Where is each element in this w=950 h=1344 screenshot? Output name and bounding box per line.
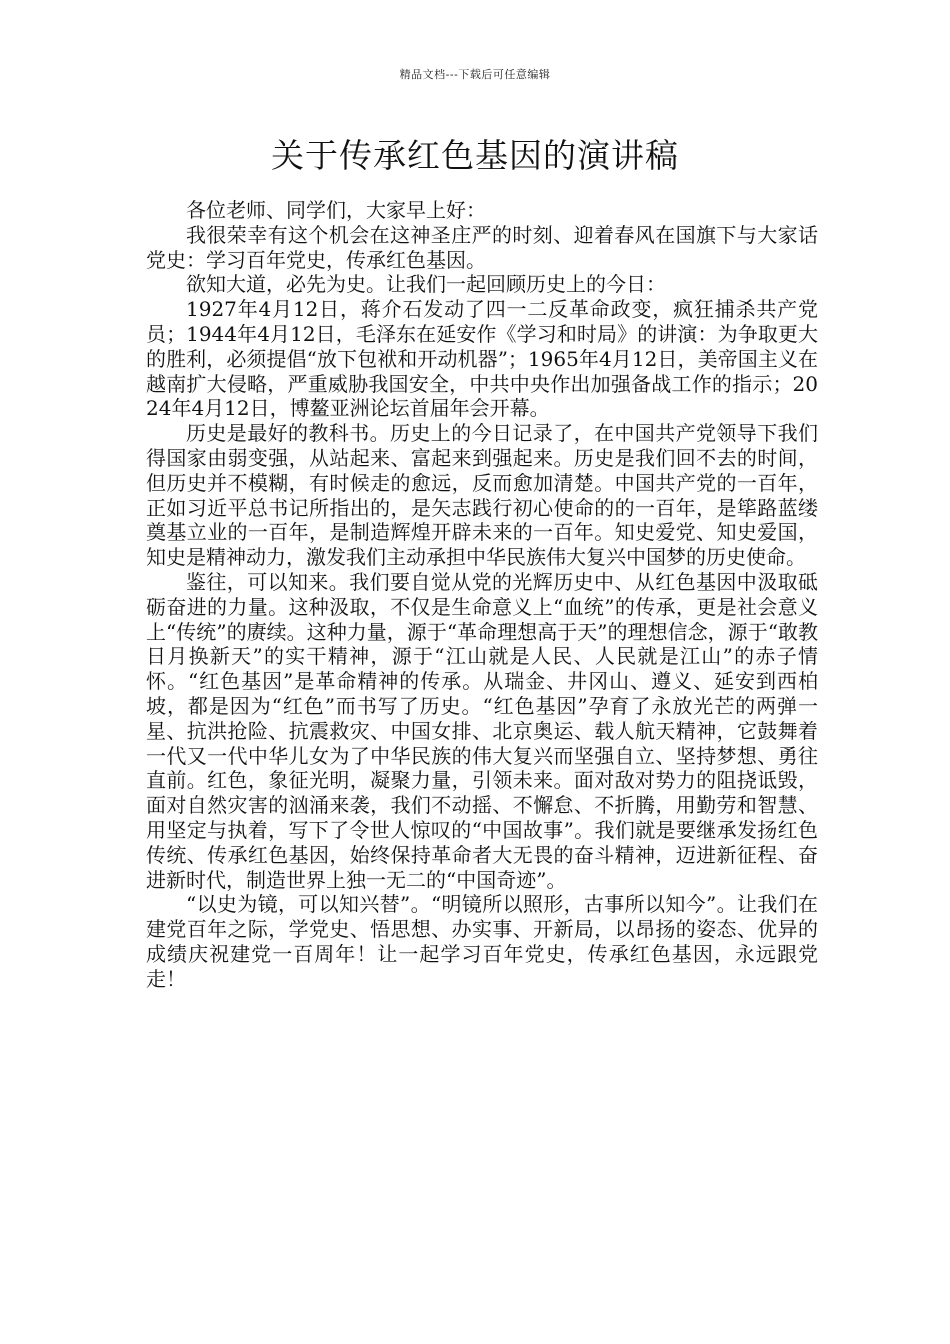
paragraph-history-lesson: 历史是最好的教科书。历史上的今日记录了，在中国共产党领导下我们得国家由弱变强，从站起来、富起来到强起来。历史是我们回不去的时间，但历史并不模糊，有时候走的愈远，反而愈加清楚。中国共产党的一百年，正如习近平总书记所指出的，是矢志践行初心使命的的一百年，是筚路蓝缕奠基立业的一百年，是制造辉煌开辟未来的一百年。知史爱党、知史爱国，知史是精神动力，激发我们主动承担中华民族伟大复兴中国梦的历史使命。 <box>146 421 818 570</box>
header-note: 精品文档---下载后可任意编辑 <box>399 68 551 81</box>
document-title: 关于传承红色基因的演讲稿 <box>271 136 679 175</box>
paragraph-history-lead: 欲知大道，必先为史。让我们一起回顾历史上的今日： <box>186 272 666 297</box>
paragraph-history-events: 1927年4月12日，蒋介石发动了四一二反革命政变，疯狂捕杀共产党员；1944年4月12日，毛泽东在延安作《学习和时局》的讲演：为争取更大的胜利，必须提倡“放下包袱和开动机器”；1965年4月12日，美帝国主义在越南扩大侵略，严重威胁我国安全，中共中央作出加强备战工作的指示；2024年4月12日，博鳌亚洲论坛首届年会开幕。 <box>146 297 818 421</box>
paragraph-closing: “以史为镜，可以知兴替”。“明镜所以照形，古事所以知今”。让我们在建党百年之际，学党史、悟思想、办实事、开新局，以昂扬的姿态、优异的成绩庆祝建党一百周年！让一起学习百年党史，传承红色基因，永远跟党走！ <box>146 892 818 991</box>
paragraph-intro: 我很荣幸有这个机会在这神圣庄严的时刻、迎着春风在国旗下与大家话党史：学习百年党史，传承红色基因。 <box>146 222 818 272</box>
document-body <box>146 198 818 992</box>
paragraph-red-gene: 鉴往，可以知来。我们要自觉从党的光辉历史中、从红色基因中汲取砥砺奋进的力量。这种汲取，不仅是生命意义上“血统”的传承，更是社会意义上“传统”的赓续。这种力量，源于“革命理想高于天”的理想信念，源于“敢教日月换新天”的实干精神，源于“江山就是人民、人民就是江山”的赤子情怀。“红色基因”是革命精神的传承。从瑞金、井冈山、遵义、延安到西柏坡，都是因为“红色”而书写了历史。“红色基因”孕育了永放光芒的两弹一星、抗洪抢险、抗震救灾、中国女排、北京奥运、载人航天精神，它鼓舞着一代又一代中华儿女为了中华民族的伟大复兴而坚强自立、坚持梦想、勇往直前。红色，象征光明，凝聚力量，引领未来。面对敌对势力的阻挠诋毁，面对自然灾害的汹涌来袭，我们不动摇、不懈怠、不折腾，用勤劳和智慧、用坚定与执着，写下了令世人惊叹的“中国故事”。我们就是要继承发扬红色传统、传承红色基因，始终保持革命者大无畏的奋斗精神，迈进新征程、奋进新时代，制造世界上独一无二的“中国奇迹”。 <box>146 569 818 892</box>
paragraph-greeting: 各位老师、同学们，大家早上好： <box>186 198 486 222</box>
